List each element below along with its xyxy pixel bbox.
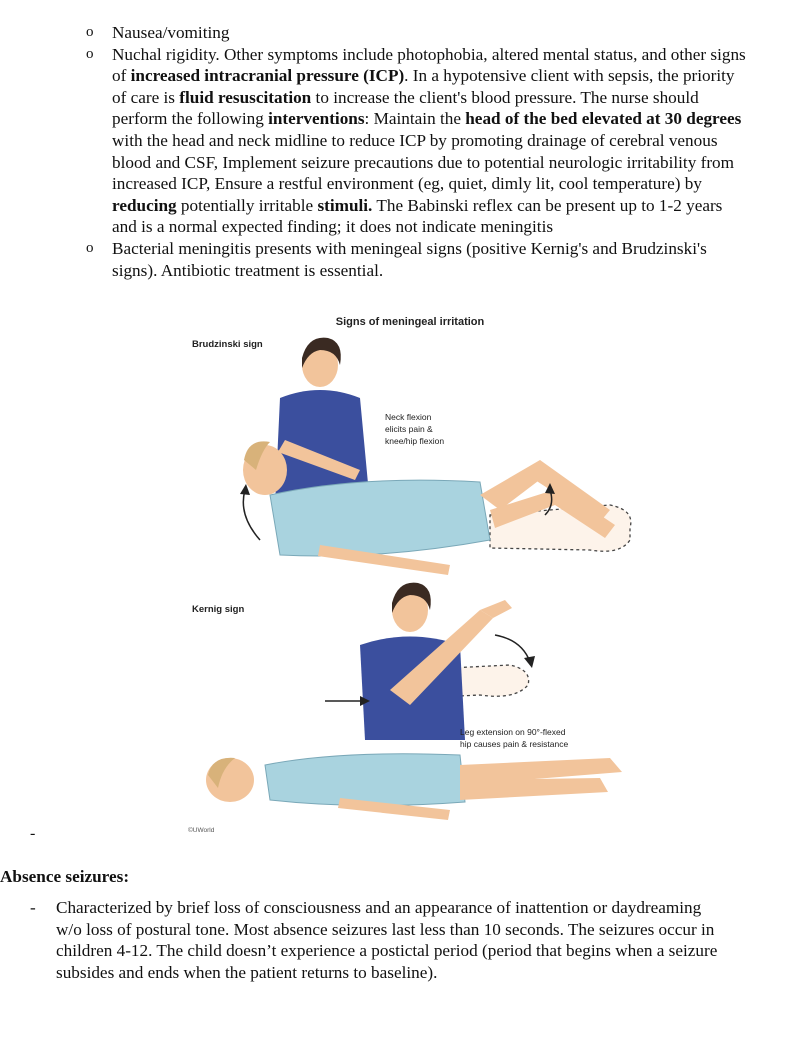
bold-term: stimuli. <box>317 195 373 215</box>
absence-dash-list <box>30 897 730 983</box>
patient-leg-2 <box>460 778 608 800</box>
bullet-text: . In a hypotensive client with sepsis, the priority of care is <box>112 66 735 107</box>
figure-title: Signs of meningeal irritation <box>335 316 485 328</box>
brudzinski-note <box>385 412 444 446</box>
extension-arrowhead <box>524 656 535 668</box>
bullet-text: potentially irritable <box>176 195 318 215</box>
list-item <box>86 44 746 238</box>
dash-marker: - <box>30 825 36 842</box>
bullet-text: Bacterial meningitis presents with meningeal signs (positive Kernig's and Brudzinski's signs). Antibiotic treatment is essential. <box>112 238 707 280</box>
bold-term: head of the bed elevated at 30 degrees <box>465 109 742 129</box>
kernig-note-line: hip causes pain & resistance <box>460 739 569 749</box>
meningeal-signs-figure <box>160 310 660 840</box>
list-item <box>86 22 746 44</box>
bullet-text: Nausea/vomiting <box>112 23 230 42</box>
absence-text: Characterized by brief loss of consciousness and an appearance of inattention or daydreaming w/o loss of postural tone. Most absence seizures last less than 10 seconds. The seizures occur in children 4-12. The child doesn’t experience a postictal period (period that begins when a seizure subsides and ends when the patient returns to baseline). <box>56 898 718 982</box>
kernig-scene <box>206 583 622 820</box>
bullet-text: : Maintain the <box>364 109 466 129</box>
neck-arrow <box>243 490 260 540</box>
bullet-marker: o <box>86 239 94 256</box>
bullet-marker: o <box>86 24 94 40</box>
brudzinski-scene <box>240 338 631 575</box>
figure-credit: ©UWorld <box>188 827 215 834</box>
bold-term: fluid resuscitation <box>179 87 312 107</box>
patient-gown <box>270 480 490 556</box>
list-item <box>30 897 730 983</box>
section-title: Absence seizures: <box>0 867 130 886</box>
symptom-bullet-list <box>86 22 746 281</box>
bold-term: reducing <box>112 195 177 215</box>
kernig-note-line: Leg extension on 90°-flexed <box>460 727 566 737</box>
kernig-label: Kernig sign <box>192 604 245 615</box>
bullet-marker: o <box>86 45 94 62</box>
dash-marker: - <box>30 898 36 917</box>
brudzinski-note-line: knee/hip flexion <box>385 436 445 446</box>
meningeal-illustration <box>160 310 660 840</box>
bullet-text: to increase the client's blood pressure. The nurse should perform the following <box>112 87 699 129</box>
brudzinski-note-line: Neck flexion <box>385 412 432 422</box>
bullet-text: The Babinski reflex can be present up to 1-2 years and is a normal expected finding; it does not indicate meningitis <box>112 195 723 237</box>
patient-gown <box>265 754 465 806</box>
list-item <box>86 238 746 281</box>
bold-term: increased intracranial pressure (ICP) <box>130 66 405 86</box>
bullet-text: with the head and neck midline to reduce ICP by promoting drainage of cerebral venous blood and CSF, Implement seizure precautions due to potential neurologic irritability from increased ICP, Ensure a restful environment (eg, quiet, dimly lit, cool temperature) by <box>112 130 735 194</box>
bullet-text: Nuchal rigidity. Other symptoms include photophobia, altered mental status, and other signs of <box>112 44 746 86</box>
brudzinski-label: Brudzinski sign <box>192 339 263 350</box>
bold-term: interventions <box>268 109 365 129</box>
brudzinski-note-line: elicits pain & <box>385 424 433 434</box>
kernig-note <box>460 727 568 749</box>
